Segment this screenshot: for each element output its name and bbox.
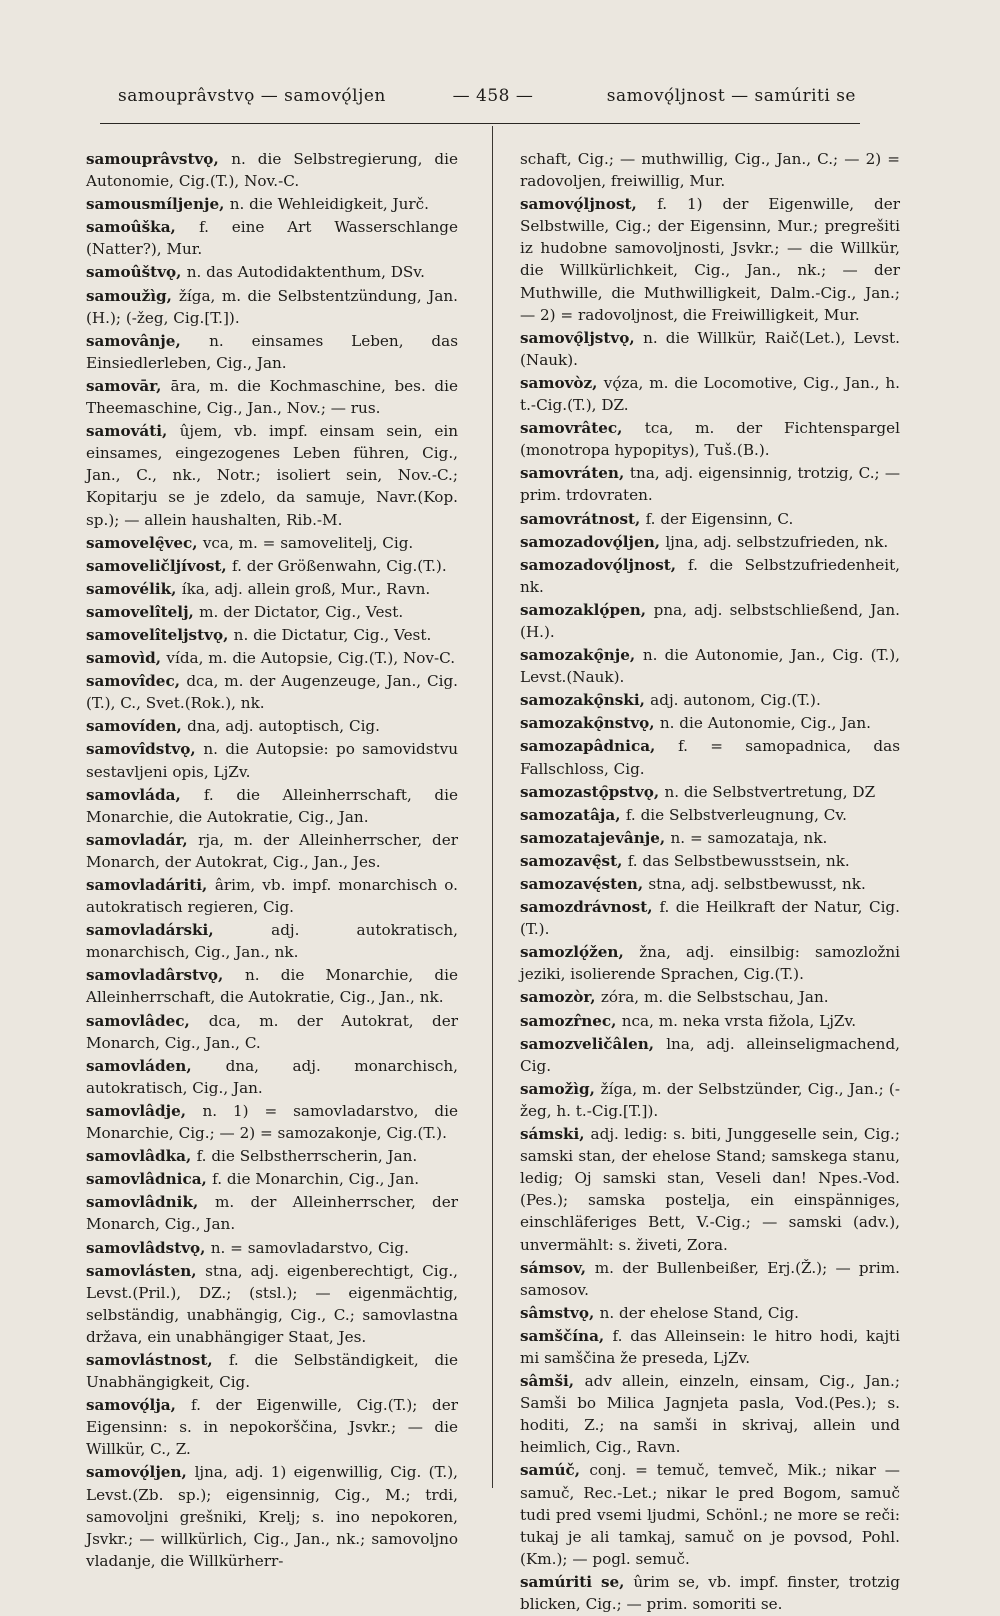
definition: n. 1) = samovladarstvo, die Monarchie, Cig.; — 2) = samozakonje, Cig.(T.). (86, 1101, 458, 1143)
dictionary-entry (86, 624, 458, 646)
definition: f. 1) der Eigenwille, der Selbstwille, Cig.; der Eigensinn, Mur.; pregrešiti iz hudobne samovoljnosti, Jsvkr.; — die Willkür, die Willkürlichkeit, Cig., Jan., nk.; — der Muthwille, die Muthwilligkeit, Dalm.-Cig., Jan.; — 2) = radovoljnost, die Freiwilligkeit, Mur. (520, 195, 900, 324)
dictionary-entry (520, 827, 900, 849)
headword: samouprâvstvǫ, (86, 150, 232, 168)
definition: f. die Selbstherrscherin, Jan. (196, 1147, 418, 1166)
headword: sâmši, (520, 1372, 585, 1391)
dictionary-entry (520, 986, 900, 1008)
header-left-guideword: samouprâvstvǫ — samovǫ́ljen (118, 86, 386, 106)
left-column (86, 148, 458, 1573)
dictionary-entry (520, 781, 900, 803)
definition: f. die Selbstzufriedenheit, nk. (520, 555, 900, 596)
headword: samovláda, (86, 785, 204, 804)
headword: samovladárski, (86, 921, 272, 940)
headword: samousmíljenje, (86, 195, 230, 214)
definition: tca, m. der Fichtenspargel (monotropa hypopitys), Tuš.(B.). (520, 419, 900, 460)
definition: pna, adj. selbstschließend, Jan. (H.). (520, 600, 900, 641)
dictionary-entry (520, 372, 900, 416)
definition: m. der Alleinherrscher, der Monarch, Cig., Jan. (86, 1193, 458, 1234)
headword: samozadovǫ́ljnost, (520, 555, 689, 574)
dictionary-entry (520, 735, 900, 779)
dictionary-entry (86, 1191, 458, 1235)
headword: sámsov, (520, 1258, 595, 1277)
definition: žíga, m. die Selbstentzündung, Jan. (H.); (-žeg, Cig.[T.]). (86, 286, 458, 327)
definition: vca, m. = samovelitelj, Cig. (202, 533, 414, 552)
definition: f. eine Art Wasserschlange (Natter?), Mur. (86, 218, 458, 259)
headword: samovelîteljstvǫ, (86, 625, 234, 644)
dictionary-entry (86, 829, 458, 873)
dictionary-entry (520, 1010, 900, 1032)
headword: samovelîtelj, (86, 602, 200, 621)
definition: f. die Selbstverleugnung, Cv. (625, 805, 847, 824)
definition: íka, adj. allein groß, Mur., Ravn. (181, 579, 431, 598)
headword: samovlâdnica, (86, 1170, 213, 1189)
definition: ljna, adj. selbstzufrieden, nk. (665, 532, 889, 551)
running-header (108, 86, 856, 118)
definition: zóra, m. die Selbstschau, Jan. (600, 988, 829, 1007)
definition: rja, m. der Alleinherrscher, der Monarch, der Autokrat, Cig., Jan., Jes. (86, 830, 458, 871)
definition: n. die Selbstvertretung, DZ (664, 782, 876, 801)
dictionary-entry (86, 193, 458, 215)
column-divider (492, 126, 493, 1488)
dictionary-entry (86, 601, 458, 623)
headword: samozakǫ̑nstvǫ, (520, 714, 660, 733)
dictionary-entry (520, 712, 900, 734)
headword: samovrâtec, (520, 419, 645, 438)
definition: stna, adj. eigenberechtigt, Cig., Levst.(Pril.), DZ.; (stsl.); — eigenmächtig, selbständig, unabhängig, Cig., C.; samovlastna država, ein unabhängiger Staat, Jes. (86, 1261, 458, 1346)
headword: samúč, (520, 1461, 590, 1480)
definition: f. = samopadnica, das Fallschloss, Cig. (520, 737, 900, 778)
headword: samozapâdnica, (520, 737, 679, 756)
headword: samovǫ́lja, (86, 1396, 192, 1415)
headword: samozakǫ̑nje, (520, 646, 643, 665)
headword: samovelę̑vec, (86, 533, 203, 552)
definition: āra, m. die Kochmaschine, bes. die Theemaschine, Cig., Jan., Nov.; — rus. (86, 376, 458, 418)
dictionary-entry (520, 850, 900, 872)
dictionary-entry (86, 420, 458, 530)
dictionary-entry (86, 555, 458, 577)
headword: samovlâdje, (86, 1101, 203, 1120)
definition: vída, m. die Autopsie, Cig.(T.), Nov-C. (166, 649, 456, 668)
dictionary-entry (86, 1349, 458, 1393)
definition: n. = samovladarstvo, Cig. (210, 1238, 409, 1257)
headword: samozavę̑st, (520, 851, 628, 870)
header-right-guideword: samovǫ́ljnost — samúriti se (606, 86, 856, 106)
definition: f. die Monarchin, Cig., Jan. (212, 1170, 420, 1189)
dictionary-entry (520, 1123, 900, 1256)
definition: dna, adj. autoptisch, Cig. (187, 717, 380, 736)
dictionary-entry (86, 578, 458, 600)
definition: n. die Autonomie, Cig., Jan. (659, 714, 871, 733)
dictionary-entry (520, 896, 900, 940)
definition: ljna, adj. 1) eigenwillig, Cig. (T.), Levst.(Zb. sp.); eigensinnig, Cig., M.; trdi, samovoljni grešniki, Krelj; s. ino nepokoren, Jsvkr.; — willkürlich, Cig., Jan., nk.; samovoljno vladanje, die Willkürherr- (86, 1463, 459, 1570)
headword: samovǫ̑ljstvǫ, (520, 328, 644, 347)
dictionary-entry (520, 804, 900, 826)
dictionary-entry (86, 375, 458, 419)
dictionary-entry (86, 964, 458, 1008)
headword: samščína, (520, 1326, 613, 1345)
headword: samováti, (86, 422, 180, 441)
definition: žna, adj. einsilbig: samozložni jeziki, isolierende Sprachen, Cig.(T.). (520, 943, 900, 984)
headword: samovláden, (86, 1056, 226, 1075)
dictionary-entry (520, 148, 900, 192)
definition: n. die Wehleidigkeit, Jurč. (229, 195, 429, 214)
dictionary-entry (520, 599, 900, 643)
headword: sâmstvǫ, (520, 1303, 600, 1322)
dictionary-entry (86, 1168, 458, 1190)
dictionary-entry (520, 1459, 900, 1569)
definition: f. die Selbständigkeit, die Unabhängigkeit, Cig. (86, 1350, 459, 1392)
dictionary-entry (520, 327, 900, 371)
headword: samovlâdka, (86, 1147, 197, 1166)
dictionary-entry (86, 715, 458, 737)
dictionary-entry (520, 417, 900, 461)
headword: samozatâja, (520, 805, 626, 824)
definition: ûjem, vb. impf. einsam sein, ein einsames, eingezogenes Leben führen, Cig., Jan., C., nk., Notr.; isoliert sein, Nov.-C.; Kopitarju se je zdelo, da samuje, Navr.(Kop. sp.); — allein haushalten, Rib.-M. (86, 422, 458, 529)
dictionary-entry (86, 532, 458, 554)
headword: samozveličâlen, (520, 1034, 667, 1053)
definition: n. die Selbstregierung, die Autonomie, Cig.(T.), Nov.-C. (86, 150, 458, 191)
dictionary-entry (86, 1010, 458, 1054)
definition: ûrim se, vb. impf. finster, trotzig blicken, Cig.; — prim. somoriti se. (520, 1572, 900, 1613)
definition: schaft, Cig.; — muthwillig, Cig., Jan., C.; — 2) = radovoljen, freiwillig, Mur. (520, 150, 900, 191)
headword: samoûška, (86, 218, 200, 237)
headword: samoveličljívost, (86, 556, 232, 575)
dictionary-entry (520, 873, 900, 895)
headword: samovladáriti, (86, 876, 215, 894)
definition: conj. = temuč, temveč, Mik.; nikar — samuč, Rec.-Let.; nikar le pred Bogom, samuč tudi pred vsemi ljudmi, Schönl.; ne more se reči: tukaj je ali tamkaj, samuč on je povsod, Pohl.(Km.); — pogl. semuč. (520, 1461, 900, 1568)
headword: samozavę́sten, (520, 875, 649, 893)
definition: dca, m. der Autokrat, der Monarch, Cig., Jan., C. (86, 1011, 458, 1052)
headword: samovráten, (520, 464, 630, 483)
definition: adv allein, einzeln, einsam, Cig., Jan.; Samši bo Milica Jagnjeta pasla, Vod.(Pes.); s. hoditi, Z.; na samši in skrivaj, allein und heimlich, Cig., Ravn. (520, 1372, 900, 1457)
dictionary-entry (520, 508, 900, 530)
definition: adj. autonom, Cig.(T.). (650, 691, 821, 710)
dictionary-entry (520, 554, 900, 598)
dictionary-entry (86, 647, 458, 669)
dictionary-entry (520, 531, 900, 553)
headword: samoûštvǫ, (86, 263, 187, 282)
headword: samovlâdnik, (86, 1193, 215, 1212)
headword: samozakǫ̑nski, (520, 691, 651, 710)
dictionary-entry (86, 1461, 458, 1571)
definition: n. die Dictatur, Cig., Vest. (233, 625, 432, 644)
dictionary-entry (86, 1100, 458, 1144)
dictionary-entry (520, 1325, 900, 1369)
definition: tna, adj. eigensinnig, trotzig, C.; — prim. trdovraten. (520, 464, 901, 505)
headword: samozr̂nec, (520, 1011, 622, 1030)
definition: m. der Bullenbeißer, Erj.(Ž.); — prim. samosov. (520, 1258, 900, 1299)
dictionary-entry (520, 689, 900, 711)
definition: vǫ́za, m. die Locomotive, Cig., Jan., h. t.-Cig.(T.), DZ. (520, 373, 900, 415)
definition: žíga, m. der Selbstzünder, Cig., Jan.; (-žeg, h. t.-Cig.[T.]). (520, 1079, 900, 1120)
definition: dna, adj. monarchisch, autokratisch, Cig., Jan. (86, 1056, 458, 1097)
dictionary-entry (86, 1260, 458, 1348)
headword: samozatajevânje, (520, 828, 671, 847)
dictionary-entry (520, 1033, 900, 1077)
page-number: — 458 — (452, 86, 534, 106)
definition: m. der Dictator, Cig., Vest. (199, 602, 404, 621)
headword: samúriti se, (520, 1572, 634, 1591)
definition: n. die Willkür, Raič(Let.), Levst. (Nauk). (520, 328, 900, 369)
headword: samozastǫ̑pstvǫ, (520, 782, 665, 801)
definition: f. das Selbstbewusstsein, nk. (627, 851, 850, 870)
headword: samovlâdstvǫ, (86, 1238, 211, 1257)
dictionary-entry (86, 919, 458, 963)
headword: samozlǫ́žen, (520, 943, 640, 962)
definition: n. das Autodidaktenthum, DSv. (186, 263, 425, 282)
dictionary-entry (86, 285, 458, 329)
headword: samozòr, (520, 988, 601, 1007)
headword: samovânje, (86, 331, 210, 350)
headword: samovìd, (86, 649, 167, 668)
headword: samozadovǫ́ljen, (520, 532, 666, 551)
headword: samovîdec, (86, 672, 187, 691)
definition: adj. ledig: s. biti, Junggeselle sein, Cig.; samski stan, der ehelose Stand; samskega stanu, ledig; Oj samski stan, Veseli dan! Npes.-Vod.(Pes.); samska postelja, ein einspänniges, einschläferiges Bett, V.-Cig.; — samski (adv.), unvermählt: s. živeti, Zora. (520, 1125, 900, 1254)
dictionary-entry (86, 1394, 458, 1460)
dictionary-entry (520, 1302, 900, 1324)
headword: samovîdstvǫ, (86, 740, 204, 759)
headword: samovār, (86, 376, 171, 395)
dictionary-entry (520, 1571, 900, 1615)
dictionary-entry (520, 1257, 900, 1301)
definition: f. die Alleinherrschaft, die Monarchie, die Autokratie, Cig., Jan. (86, 785, 458, 826)
headword: samovélik, (86, 579, 182, 598)
definition: f. das Alleinsein: le hitro hodi, kajti mi samščina že preseda, LjZv. (520, 1326, 900, 1367)
dictionary-entry (86, 330, 458, 374)
dictionary-entry (86, 738, 458, 782)
dictionary-entry (86, 148, 458, 192)
dictionary-entry (86, 874, 458, 918)
headword: samozdrávnost, (520, 898, 660, 917)
dictionary-entry (86, 261, 458, 283)
definition: lna, adj. alleinseligmachend, Cig. (520, 1034, 900, 1075)
dictionary-entry (86, 1237, 458, 1259)
definition: n. die Autonomie, Jan., Cig. (T.), Levst.(Nauk). (520, 646, 901, 687)
definition: f. der Eigenwille, Cig.(T.); der Eigensinn: s. in nepokorščina, Jsvkr.; — die Willkür, C., Z. (86, 1396, 458, 1459)
dictionary-entry (86, 1145, 458, 1167)
definition: f. die Heilkraft der Natur, Cig.(T.). (520, 898, 900, 939)
header-rule (100, 123, 860, 124)
dictionary-entry (86, 670, 458, 714)
dictionary-entry (86, 216, 458, 260)
dictionary-entry (520, 644, 900, 688)
headword: samovǫ́ljen, (86, 1463, 195, 1482)
definition: n. einsames Leben, das Einsiedlerleben, Cig., Jan. (86, 331, 458, 372)
right-column (520, 148, 900, 1616)
headword: samovlásten, (86, 1261, 206, 1280)
dictionary-entry (86, 784, 458, 828)
definition: nca, m. neka vrsta fižola, LjZv. (621, 1011, 857, 1030)
headword: samovladár, (86, 830, 199, 849)
headword: samovǫ́ljnost, (520, 195, 658, 214)
headword: samožìg, (520, 1079, 601, 1098)
definition: n. der ehelose Stand, Cig. (599, 1303, 799, 1322)
headword: samovrátnost, (520, 509, 646, 528)
definition: n. die Autopsie: po samovidstvu sestavljeni opis, LjZv. (86, 740, 458, 781)
dictionary-entry (520, 1078, 900, 1122)
dictionary-entry (520, 1370, 900, 1458)
dictionary-entry (86, 1055, 458, 1099)
dictionary-entry (520, 193, 900, 326)
headword: samovíden, (86, 717, 188, 736)
headword: samoužìg, (86, 286, 179, 305)
definition: dca, m. der Augenzeuge, Jan., Cig. (T.), C., Svet.(Rok.), nk. (86, 672, 458, 713)
headword: samovòz, (520, 373, 604, 392)
headword: sámski, (520, 1125, 591, 1144)
definition: f. der Größenwahn, Cig.(T.). (232, 556, 447, 575)
definition: adj. autokratisch, monarchisch, Cig., Jan., nk. (86, 921, 458, 962)
dictionary-entry (520, 462, 900, 506)
definition: stna, adj. selbstbewusst, nk. (648, 875, 866, 893)
definition: n. = samozataja, nk. (670, 828, 828, 847)
definition: ârim, vb. impf. monarchisch o. autokratisch regieren, Cig. (86, 876, 458, 917)
dictionary-entry (520, 941, 900, 985)
headword: samovlâdec, (86, 1011, 209, 1030)
headword: samozaklǫ́pen, (520, 600, 654, 619)
definition: f. der Eigensinn, C. (645, 509, 794, 528)
definition: n. die Monarchie, die Alleinherrschaft, die Autokratie, Cig., Jan., nk. (86, 966, 458, 1007)
headword: samovlástnost, (86, 1350, 229, 1369)
headword: samovladârstvǫ, (86, 966, 245, 985)
